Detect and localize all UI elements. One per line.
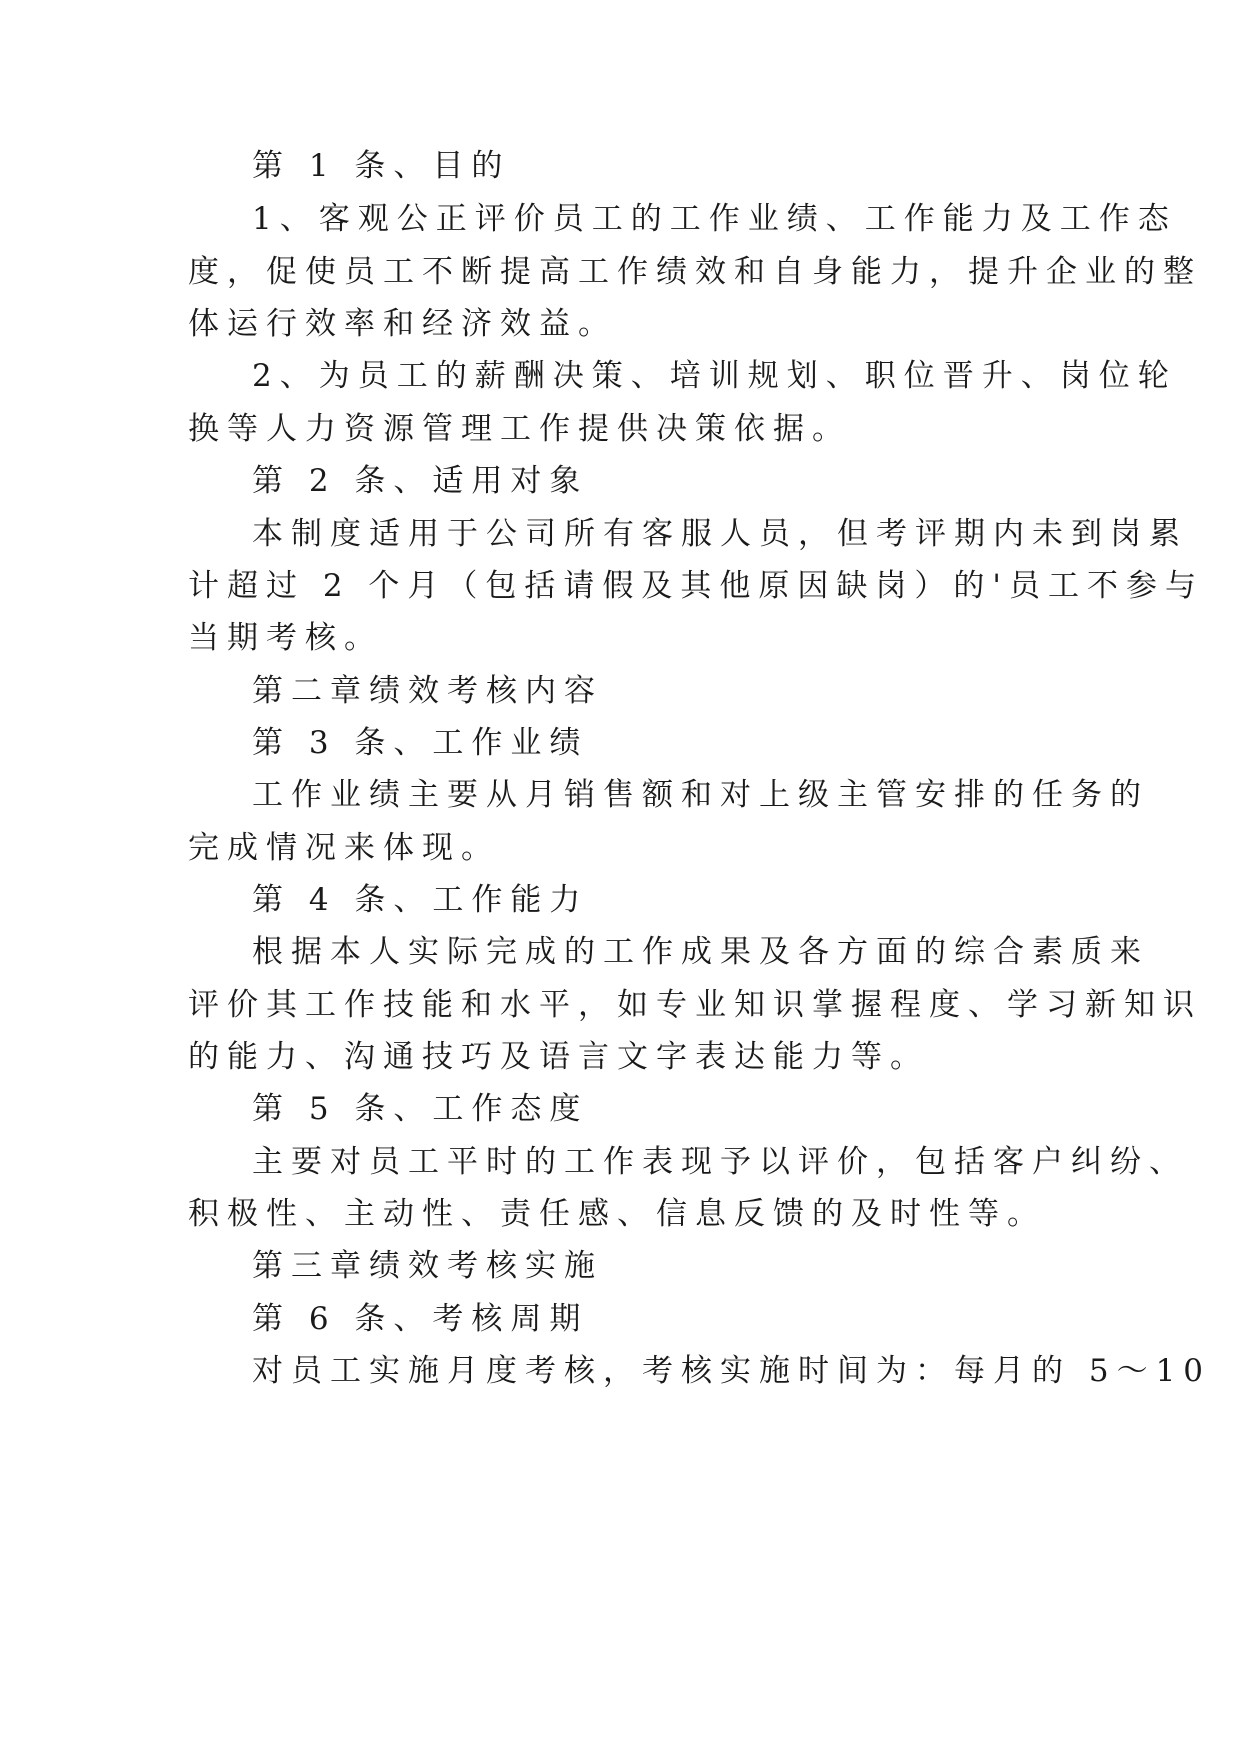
paragraph-line: 度，促使员工不断提高工作绩效和自身能力，提升企业的整	[188, 254, 1202, 290]
article-4-heading: 第 4 条、工作能力	[252, 882, 589, 918]
paragraph-line: 当期考核。	[188, 620, 383, 656]
article-3-heading: 第 3 条、工作业绩	[252, 725, 589, 761]
paragraph-line: 2、为员工的薪酬决策、培训规划、职位晋升、岗位轮	[252, 358, 1177, 394]
article-2-heading: 第 2 条、适用对象	[252, 463, 589, 499]
article-5-heading: 第 5 条、工作态度	[252, 1091, 589, 1127]
paragraph-line: 的能力、沟通技巧及语言文字表达能力等。	[188, 1039, 929, 1075]
paragraph-line: 根据本人实际完成的工作成果及各方面的综合素质来	[252, 934, 1149, 970]
paragraph-line: 评价其工作技能和水平，如专业知识掌握程度、学习新知识	[188, 987, 1202, 1023]
paragraph-line: 工作业绩主要从月销售额和对上级主管安排的任务的	[252, 777, 1149, 813]
chapter-3-heading: 第三章绩效考核实施	[252, 1248, 603, 1284]
paragraph-line: 主要对员工平时的工作表现予以评价，包括客户纠纷、	[252, 1144, 1188, 1180]
paragraph-line: 本制度适用于公司所有客服人员，但考评期内未到岗累	[252, 516, 1188, 552]
paragraph-line: 对员工实施月度考核，考核实施时间为：每月的 5～10	[252, 1353, 1212, 1389]
article-6-heading: 第 6 条、考核周期	[252, 1301, 589, 1337]
article-1-heading: 第 1 条、目的	[252, 148, 511, 184]
paragraph-line: 1、客观公正评价员工的工作业绩、工作能力及工作态	[252, 201, 1177, 237]
paragraph-line: 计超过 2 个月（包括请假及其他原因缺岗）的'员工不参与	[188, 568, 1204, 604]
paragraph-line: 积极性、主动性、责任感、信息反馈的及时性等。	[188, 1196, 1046, 1232]
paragraph-line: 完成情况来体现。	[188, 830, 500, 866]
paragraph-line: 换等人力资源管理工作提供决策依据。	[188, 411, 851, 447]
paragraph-line: 体运行效率和经济效益。	[188, 306, 617, 342]
chapter-2-heading: 第二章绩效考核内容	[252, 673, 603, 709]
